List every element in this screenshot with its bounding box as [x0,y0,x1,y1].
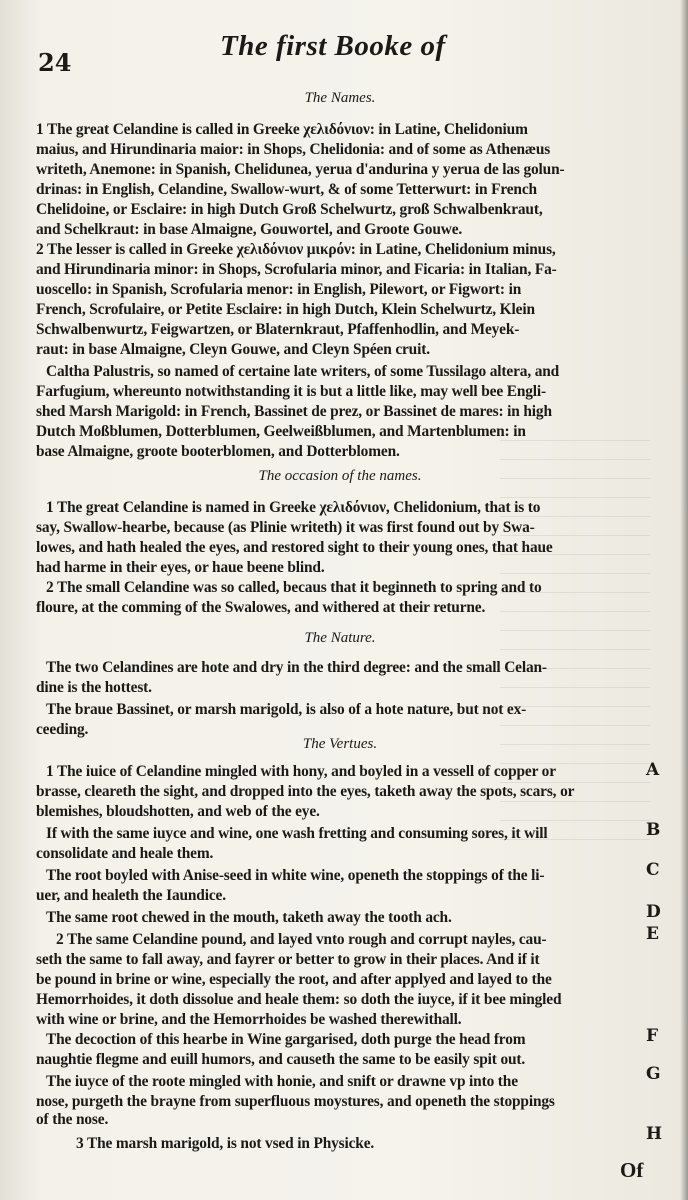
text-line: The two Celandines are hote and dry in the third degree: and the small Celan- [46,659,547,676]
text-line: maius, and Hirundinaria maior: in Shops, Chelidonia: and of some as Athenæus [36,141,551,158]
text-line: had harme in their eyes, or haue beene blind. [36,559,325,576]
text-line: of the nose. [36,1111,109,1128]
running-head: The first Booke of [220,30,446,62]
text-line: Farfugium, whereunto notwithstanding it is but a little like, may well bee Engli- [36,383,547,400]
text-line: naughtie flegme and euill humors, and causeth the same to be easily spit out. [36,1051,526,1068]
text-line: floure, at the comming of the Swalowes, and withered at their returne. [36,599,486,616]
text-line: The iuyce of the roote mingled with honie, and snift or drawne vp into the [46,1073,518,1090]
text-line: The braue Bassinet, or marsh marigold, is also of a hote nature, but not ex- [46,701,527,718]
text-line: be pound in brine or wine, especially the root, and after applyed and layed to the [36,971,552,988]
text-line: French, Scrofulaire, or Petite Esclaire: in high Dutch, Klein Schelwurtz, Klein [36,301,535,318]
text-line: drinas: in English, Celandine, Swallow-wurt, & of some Tetterwurt: in French [36,181,537,198]
text-line: lowes, and hath healed the eyes, and restored sight to their young ones, that haue [36,539,553,556]
text-line: and Schelkraut: in base Almaigne, Gouwortel, and Groote Gouwe. [36,221,463,238]
text-line: Dutch Moßblumen, Dotterblumen, Geelweißblumen, and Martenblumen: in [36,423,526,440]
margin-letter-g: G [646,1064,661,1084]
text-line: raut: in base Almaigne, Cleyn Gouwe, and Cleyn Spéen cruit. [36,341,430,358]
heading-vertues: The Vertues. [302,736,378,752]
text-line: If with the same iuyce and wine, one wash fretting and consuming sores, it will [46,825,548,842]
text-line: 1 The great Celandine is called in Greeke χελιδόνιον: in Latine, Chelidonium [36,121,528,138]
text-line: The same root chewed in the mouth, taketh away the tooth ach. [46,909,452,926]
text-line: ceeding. [36,721,89,738]
page-edge-shadow [680,0,688,1200]
catchword: Of [620,1158,644,1182]
margin-letter-h: H [646,1124,663,1144]
text-line: Schwalbenwurtz, Feigwartzen, or Blaternkraut, Pfaffenhodlin, and Meyek- [36,321,520,338]
text-line: with wine or brine, and the Hemorrhoides be washed therewithall. [36,1011,462,1028]
text-line: The decoction of this hearbe in Wine gargarised, doth purge the head from [46,1031,526,1048]
margin-letter-e: E [646,924,659,944]
text-line: uer, and healeth the Iaundice. [36,887,226,904]
text-line: 2 The lesser is called in Greeke χελιδόνιον μικρόν: in Latine, Chelidonium minus, [36,241,556,258]
margin-letter-f: F [646,1026,659,1046]
text-line: blemishes, bloudshotten, and web of the eye. [36,803,320,820]
text-line: base Almaigne, groote booterblomen, and Dotterblomen. [36,443,400,460]
text-line: consolidate and heale them. [36,845,214,862]
text-line: Caltha Palustris, so named of certaine late writers, of some Tussilago altera, and [46,363,560,380]
text-line: and Hirundinaria minor: in Shops, Scrofularia minor, and Ficaria: in Italian, Fa- [36,261,557,278]
margin-letter-b: B [646,820,661,840]
text-line: shed Marsh Marigold: in French, Bassinet de prez, or Bassinet de mares: in high [36,403,552,420]
page-number: 24 [38,48,72,77]
text-line: dine is the hottest. [36,679,152,696]
text-line: 1 The great Celandine is named in Greeke χελιδόνιον, Chelidonium, that is to [46,499,541,516]
text-line: nose, purgeth the brayne from superfluous moystures, and openeth the stoppings [36,1093,555,1110]
margin-letter-d: D [646,902,661,922]
text-line: 2 The small Celandine was so called, becaus that it beginneth to spring and to [46,579,542,596]
text-line: seth the same to fall away, and fayrer or better to grow in their places. And if it [36,951,540,968]
heading-nature: The Nature. [304,630,376,646]
margin-letter-c: C [646,860,660,880]
text-line: brasse, cleareth the sight, and dropped into the eyes, taketh away the spots, scars, or [36,783,575,800]
text-line: 3 The marsh marigold, is not vsed in Physicke. [76,1135,375,1152]
margin-letter-a: A [646,760,660,780]
text-line: 1 The iuice of Celandine mingled with hony, and boyled in a vessell of copper or [46,763,556,780]
text-line: Hemorrhoides, it doth dissolue and heale them: so doth the iuyce, if it bee mingled [36,991,562,1008]
text-line: 2 The same Celandine pound, and layed vnto rough and corrupt nayles, cau- [56,931,547,948]
text-line: uoscello: in Spanish, Scrofularia menor: in English, Pilewort, or Figwort: in [36,281,522,298]
heading-names: The Names. [304,90,376,106]
text-line: writeth, Anemone: in Spanish, Chelidunea, yerua d'andurina y yerua de las golun- [36,161,565,178]
heading-occasion: The occasion of the names. [258,468,422,484]
text-line: The root boyled with Anise-seed in white wine, openeth the stoppings of the li- [46,867,545,884]
text-line: Chelidoine, or Esclaire: in high Dutch Groß Schelwurtz, groß Schwalbenkraut, [36,201,543,218]
text-line: say, Swallow-hearbe, because (as Plinie writeth) it was first found out by Swa- [36,519,535,536]
